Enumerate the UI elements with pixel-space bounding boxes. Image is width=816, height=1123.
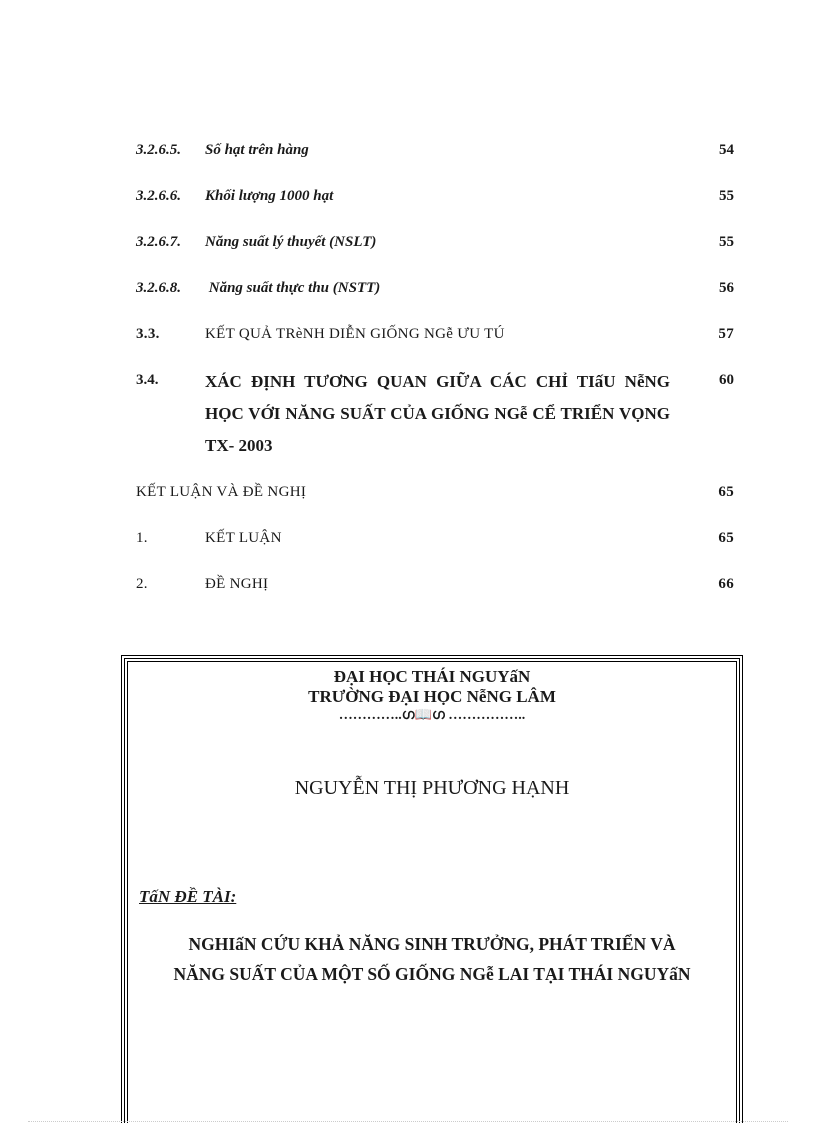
toc-title: Năng suất thực thu (NSTT) — [205, 280, 381, 296]
toc-number: 3.2.6.7. — [136, 234, 181, 250]
toc-number: 3.4. — [136, 372, 159, 388]
thesis-topic — [125, 929, 739, 989]
cover-page-frame — [121, 655, 743, 1123]
toc-title: KẾT LUẬN — [205, 530, 282, 546]
university-name: ĐẠI HỌC THÁI NGUYấN — [333, 667, 531, 686]
toc-page: 57 — [718, 326, 734, 342]
toc-title: XÁC ĐỊNH TƯƠNG QUAN GIỮA CÁC CHỈ TIấU NễNG HỌC VỚI NĂNG SUẤT CỦA GIỐNG NGễ CỂ TRIỂN VỌNG TX- 2003 — [205, 372, 670, 455]
toc-title: ĐỀ NGHỊ — [205, 576, 269, 592]
author-name: NGUYỄN THỊ PHƯƠNG HẠNH — [294, 777, 570, 799]
toc-number: 3.2.6.8. — [136, 280, 181, 296]
toc-number: 1. — [136, 530, 148, 546]
toc-number: 2. — [136, 576, 148, 592]
toc-page: 55 — [719, 234, 734, 250]
toc-title: KẾT QUẢ TRèNH DIỄN GIỐNG NGễ ƯU TÚ — [205, 326, 505, 342]
page-edge-divider — [28, 1121, 788, 1122]
toc-title: Số hạt trên hàng — [205, 142, 309, 158]
toc-page: 65 — [718, 530, 734, 546]
toc-title: KẾT LUẬN VÀ ĐỀ NGHỊ — [136, 484, 307, 500]
toc-title: Khối lượng 1000 hạt — [205, 188, 334, 204]
toc-page: 60 — [719, 372, 734, 388]
toc-page: 54 — [719, 142, 734, 158]
toc-page: 55 — [719, 188, 734, 204]
toc-number: 3.3. — [136, 326, 160, 342]
toc-page: 65 — [718, 484, 734, 500]
toc-page: 56 — [719, 280, 734, 296]
toc-number: 3.2.6.5. — [136, 142, 181, 158]
ornament-divider: …………..ഗ📖ഗ …………….. — [338, 708, 526, 723]
toc-page: 66 — [718, 576, 734, 592]
thesis-topic-line: NGHIấN CỨU KHẢ NĂNG SINH TRƯỞNG, PHÁT TRIỂN VÀ — [188, 934, 676, 954]
thesis-topic-line: NĂNG SUẤT CỦA MỘT SỐ GIỐNG NGễ LAI TẠI THÁI NGUYấN — [173, 964, 691, 984]
topic-label: TấN ĐỀ TÀI: — [139, 887, 237, 906]
toc-number: 3.2.6.6. — [136, 188, 181, 204]
school-name: TRƯỜNG ĐẠI HỌC NễNG LÂM — [308, 687, 556, 706]
toc-title: Năng suất lý thuyết (NSLT) — [205, 234, 377, 250]
